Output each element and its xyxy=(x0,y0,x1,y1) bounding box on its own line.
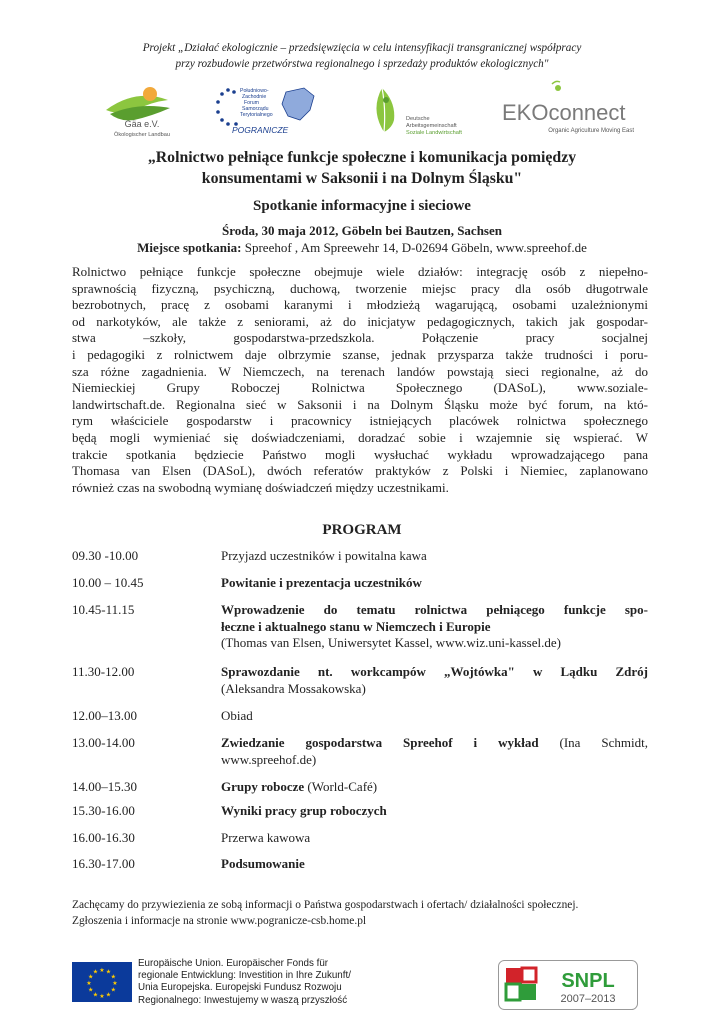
dasol-logo xyxy=(366,80,478,140)
eu-line: regionale Entwicklung: Investition in Ihre Zukunft/ xyxy=(138,970,351,982)
program-time: 10.45-11.15 xyxy=(72,602,135,617)
body-line: trakcie spotkania będziecie Państwo mogli wysłuchać wykładu wprowadzającego pana xyxy=(72,446,648,462)
program-item: Wyniki pracy grup roboczych xyxy=(221,803,387,818)
program-item xyxy=(221,602,648,652)
pogranicze-line-2: Zachodnie xyxy=(242,94,267,100)
program-item: Powitanie i prezentacja uczestników xyxy=(221,575,422,590)
program-item-rest: (Ina Schmidt, xyxy=(538,735,648,750)
program-time: 09.30 -10.00 xyxy=(72,548,139,563)
body-line: od narkotyków, ale także z seniorami, aż do inicjatyw pedagogicznych, takich jak gospodar- xyxy=(72,313,648,329)
ekoconnect-name: EKOconnect xyxy=(502,100,626,125)
pogranicze-line-5: Terytorialnego xyxy=(240,112,273,118)
svg-text:★: ★ xyxy=(92,968,99,976)
partner-logos xyxy=(96,80,640,140)
place-value: Spreehof , Am Spreewehr 14, D-02694 Göbeln, www.spreehof.de xyxy=(241,240,587,255)
program-time: 12.00–13.00 xyxy=(72,708,137,723)
dasol-emblem xyxy=(366,80,478,140)
body-line: Rolnictwo pełniące funkcje społeczne obejmuje wiele działów: integrację osób z niepełno- xyxy=(72,264,648,279)
svg-text:★: ★ xyxy=(86,980,92,987)
eu-line: Regionalnego: Inwestujemy w waszą przyszłość xyxy=(138,994,348,1006)
body-line: sza różne zagadnienia. W Niemczech, na terenach landów powstają sieci regionalne, aż do xyxy=(72,363,648,379)
program-time: 11.30-12.00 xyxy=(72,664,135,679)
pogranicze-name: POGRANICZE xyxy=(232,125,289,135)
gaa-logo xyxy=(96,80,184,140)
snpl-logo xyxy=(498,960,638,1010)
program-item xyxy=(221,735,648,768)
program-time: 16.00-16.30 xyxy=(72,830,135,845)
document-title xyxy=(60,147,664,189)
body-line: landwirtschaft.de. Regionalna sieć w Saksonii i na Dolnym Śląsku może być forum, na któ- xyxy=(72,396,648,412)
program-time: 13.00-14.00 xyxy=(72,735,135,750)
title-line-1: „Rolnictwo pełniące funkcje społeczne i komunikacja pomiędzy xyxy=(147,149,577,166)
dasol-name: Soziale Landwirtschaft xyxy=(406,130,462,136)
svg-text:★: ★ xyxy=(110,973,116,981)
body-line: bezrobotnych, pracę z osobami karanymi i młodzieżą wagarującą, osobami uzależnionymi xyxy=(72,297,648,313)
pogranicze-line-4: Samorządu xyxy=(242,106,269,112)
svg-text:★: ★ xyxy=(92,991,99,999)
pogranicze-line-3: Forum xyxy=(244,100,259,106)
svg-text:★: ★ xyxy=(88,986,94,994)
program-item-line: (Aleksandra Mossakowska) xyxy=(221,680,366,696)
program-item xyxy=(221,779,648,796)
program-item-line: www.spreehof.de) xyxy=(221,751,317,767)
program-item-line: Sprawozdanie nt. workcampów „Wojtówka" w Lądku Zdrój xyxy=(221,664,648,679)
footer-line-1: Zachęcamy do przywiezienia ze sobą informacji o Państwa gospodarstwach i ofertach/ działalności społecznej. xyxy=(72,899,579,911)
program-time: 15.30-16.00 xyxy=(72,803,135,818)
gaa-name: Gäa e.V. xyxy=(124,119,160,129)
svg-text:★: ★ xyxy=(99,967,105,974)
program-time: 10.00 – 10.45 xyxy=(72,575,144,590)
body-line: Niemieckiej Grupy Roboczej Rolnictwa Społecznego (DASoL), www.soziale- xyxy=(72,380,648,396)
gaa-sub: Ökologischer Landbau xyxy=(114,132,170,138)
svg-text:★: ★ xyxy=(112,980,118,987)
pogranicze-line-1: Południowo- xyxy=(240,88,269,94)
snpl-name: SNPL xyxy=(561,970,615,992)
program-item-line: (Thomas van Elsen, Uniwersytet Kassel, www.wiz.uni-kassel.de) xyxy=(221,635,561,651)
program-item-bold: Zwiedzanie gospodarstwa Spreehof i wykład xyxy=(221,735,539,750)
dasol-line-2: Arbeitsgemeinschaft xyxy=(406,123,457,129)
svg-text:★: ★ xyxy=(105,968,112,976)
event-place xyxy=(0,240,724,256)
program-item-rest: (World-Café) xyxy=(304,779,378,794)
body-line: również czas na swobodną wymianę doświadczeń między uczestnikami. xyxy=(72,479,449,495)
program-item-bold: Grupy robocze xyxy=(221,779,305,794)
project-line-1: Projekt „Działać ekologicznie – przedsięwzięcia w celu intensyfikacji transgranicznej współpracy xyxy=(142,42,582,54)
program-item: Przyjazd uczestników i powitalna kawa xyxy=(221,548,427,563)
title-line-2: konsumentami w Saksonii i na Dolnym Śląsku" xyxy=(201,170,523,187)
eu-line: Europäische Union. Europäischer Fonds für xyxy=(138,958,329,969)
program-item: Podsumowanie xyxy=(221,856,305,871)
body-line: Thomasa van Elsen (DASoL), dwóch referatów praktyków z Polski i Niemiec, zaplanowano xyxy=(72,463,648,479)
svg-text:★: ★ xyxy=(88,973,94,981)
body-line: będą mogli wymieniać się doświadczeniami, doradzać sobie i wzajemnie się wspierać. W xyxy=(72,429,648,445)
body-line: rym właściciele gospodarstw i pracownicy istniejących placówek rolnictwa społecznego xyxy=(72,413,648,429)
pogranicze-emblem xyxy=(208,80,348,140)
place-label: Miejsce spotkania: xyxy=(137,240,242,255)
gaa-emblem xyxy=(96,80,184,140)
ekoconnect-emblem xyxy=(500,80,640,140)
svg-text:★: ★ xyxy=(110,986,116,994)
program-time: 14.00–15.30 xyxy=(72,779,137,794)
eu-funding-text xyxy=(138,958,351,1007)
dasol-line-1: Deutsche xyxy=(406,116,430,122)
ekoconnect-logo xyxy=(500,80,640,140)
project-line-2: przy rozbudowie przetwórstwa regionalnego i sprzedaży produktów ekologicznych" xyxy=(175,58,549,70)
ekoconnect-sub: Organic Agriculture Moving East xyxy=(548,128,634,134)
project-header xyxy=(0,40,724,72)
program-heading: PROGRAM xyxy=(322,522,402,538)
program-item-line xyxy=(221,735,648,752)
program-item-line: łeczne i aktualnego stanu w Niemczech i Europie xyxy=(221,618,491,634)
footer-line-2: Zgłoszenia i informacje na stronie www.pogranicze-csb.home.pl xyxy=(72,915,367,927)
svg-text:★: ★ xyxy=(99,993,105,1000)
program-item: Przerwa kawowa xyxy=(221,830,311,845)
event-date: Środa, 30 maja 2012, Göbeln bei Bautzen, Sachsen xyxy=(221,223,502,238)
program-item: Obiad xyxy=(221,708,253,723)
body-line: sprawnością fizyczną, psychiczną, duchową, tworzenie miejsc pracy dla osób długotrwale xyxy=(72,280,648,296)
snpl-years: 2007–2013 xyxy=(560,993,616,1005)
program-item xyxy=(221,664,648,697)
program-time: 16.30-17.00 xyxy=(72,856,135,871)
document-subtitle: Spotkanie informacyjne i sieciowe xyxy=(253,198,471,214)
footer-note xyxy=(72,897,662,929)
body-line: i pedagogiki z rolnictwem daje olbrzymie szanse, jednak przysparza także trudności i poru- xyxy=(72,346,648,362)
body-line: stwa –szkoły, gospodarstwa-przedszkola. Połączenie pracy socjalnej xyxy=(72,330,648,346)
eu-flag-icon xyxy=(72,962,132,1002)
program-item-line: Wprowadzenie do tematu rolnictwa pełniącego funkcje spo- xyxy=(221,602,648,617)
eu-line: Unia Europejska. Europejski Fundusz Rozwoju xyxy=(138,982,342,994)
intro-paragraph xyxy=(72,264,648,496)
svg-text:★: ★ xyxy=(105,991,112,999)
pogranicze-logo xyxy=(208,80,348,140)
